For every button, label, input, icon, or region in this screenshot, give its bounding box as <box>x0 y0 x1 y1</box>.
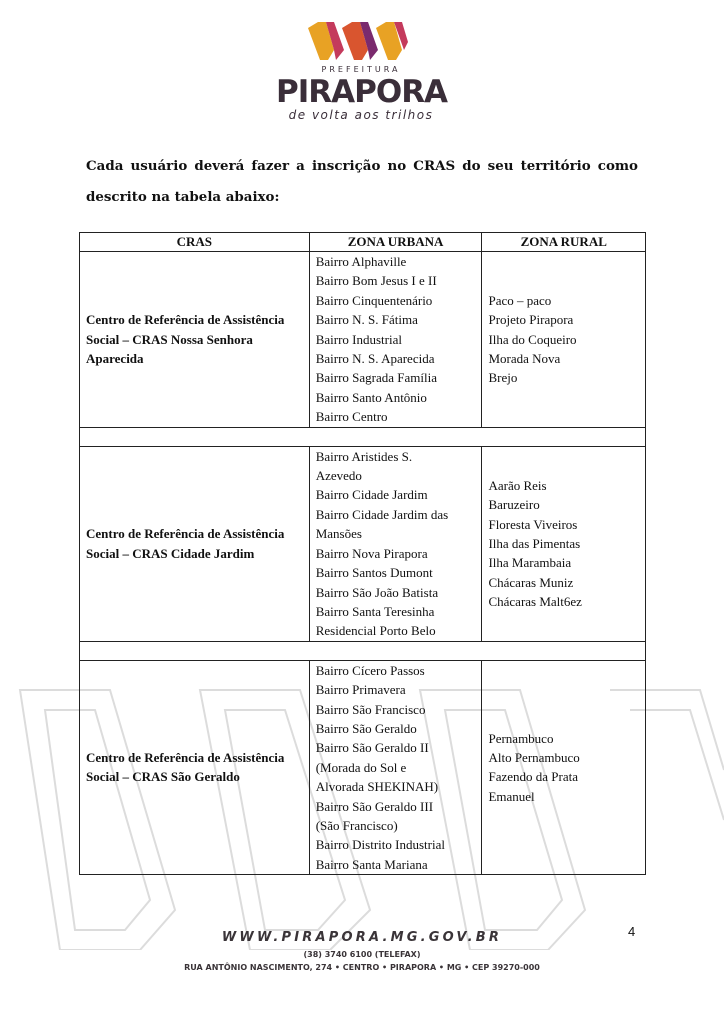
zona-urbana-item: Bairro Santa Mariana <box>315 856 428 872</box>
page-number: 4 <box>628 924 636 939</box>
zona-urbana-item: Residencial Porto Belo <box>315 623 436 639</box>
zona-urbana-item: Bairro Industrial <box>315 331 402 347</box>
zona-urbana-item: Bairro Santo Antônio <box>315 389 427 405</box>
zona-urbana-item: Bairro Centro <box>315 409 388 425</box>
table-body <box>80 252 646 875</box>
zona-rural-item: Emanuel <box>488 788 535 804</box>
zona-urbana-item: Bairro Distrito Industrial <box>315 837 445 853</box>
zona-rural-item: Projeto Pirapora <box>488 312 574 328</box>
logo-city-name: PIRAPORA <box>276 74 448 110</box>
cras-table <box>79 232 646 875</box>
table-spacer-row <box>80 427 646 446</box>
zona-urbana-item: Bairro São Geraldo III <box>315 798 434 814</box>
zona-rural-item: Alto Pernambuco <box>488 750 580 766</box>
zona-urbana-item: Bairro Aristides S. <box>315 448 413 464</box>
zona-rural-item: Chácaras Muniz <box>488 574 574 590</box>
zona-urbana-item: Bairro Cícero Passos <box>315 662 425 678</box>
zona-urbana-item: Bairro Cidade Jardim das <box>315 506 449 522</box>
table-row <box>80 660 646 874</box>
header-zona-rural: ZONA RURAL <box>482 233 646 252</box>
cras-name-cell: Centro de Referência de Assistência Social – CRAS Nossa Senhora Aparecida <box>80 252 310 428</box>
table-header-row <box>80 233 646 252</box>
prefeitura-logo <box>276 20 446 124</box>
footer-phone: (38) 3740 6100 (TELEFAX) <box>303 950 421 959</box>
zona-urbana-cell <box>309 660 482 874</box>
table-row <box>80 252 646 428</box>
zona-urbana-item: Bairro Alphaville <box>315 254 407 269</box>
zona-rural-cell <box>482 446 646 641</box>
zona-urbana-item: (São Francisco) <box>315 817 398 833</box>
logo-slogan: de volta aos trilhos <box>288 108 434 122</box>
header-cras: CRAS <box>80 233 310 252</box>
zona-urbana-item: Bairro Bom Jesus I e II <box>315 273 437 289</box>
zona-rural-item: Brejo <box>488 370 518 386</box>
zona-urbana-item: Bairro N. S. Aparecida <box>315 351 435 367</box>
zona-urbana-item: Bairro São João Batista <box>315 584 439 600</box>
zona-urbana-item: Alvorada SHEKINAH) <box>315 779 439 795</box>
zona-rural-item: Baruzeiro <box>488 497 540 513</box>
zona-urbana-item: Mansões <box>315 526 362 542</box>
intro-paragraph: Cada usuário deverá fazer a inscrição no CRAS do seu território como descrito na tabela abaixo: <box>86 158 638 205</box>
header-zona-urbana: ZONA URBANA <box>309 233 482 252</box>
zona-rural-cell <box>482 252 646 428</box>
zona-urbana-item: Bairro Sagrada Família <box>315 370 438 386</box>
zona-urbana-cell <box>309 252 482 428</box>
footer-website: WWW.PIRAPORA.MG.GOV.BR <box>221 930 503 945</box>
table-spacer-row <box>80 641 646 660</box>
spacer-cell <box>80 641 646 660</box>
zona-urbana-item: Bairro Santos Dumont <box>315 565 433 581</box>
footer-address: RUA ANTÔNIO NASCIMENTO, 274 • CENTRO • PIRAPORA • MG • CEP 39270-000 <box>184 963 540 972</box>
zona-rural-item: Chácaras Malt6ez <box>488 594 582 610</box>
zona-urbana-item: (Morada do Sol e <box>315 759 407 775</box>
zona-urbana-item: Bairro Nova Pirapora <box>315 545 428 561</box>
zona-rural-item: Ilha das Pimentas <box>488 535 581 551</box>
zona-urbana-item: Bairro São Geraldo <box>315 720 417 736</box>
zona-rural-item: Pernambuco <box>488 730 554 746</box>
spacer-cell <box>80 427 646 446</box>
zona-urbana-item: Bairro N. S. Fátima <box>315 312 418 328</box>
cras-name-cell: Centro de Referência de Assistência Social – CRAS São Geraldo <box>80 660 310 874</box>
zona-rural-item: Paco – paco <box>488 292 552 308</box>
zona-urbana-item: Bairro Cidade Jardim <box>315 487 428 503</box>
zona-urbana-cell <box>309 446 482 641</box>
zona-rural-item: Morada Nova <box>488 351 561 367</box>
zona-rural-item: Fazendo da Prata <box>488 769 578 785</box>
zona-urbana-item: Bairro Primavera <box>315 682 406 698</box>
zona-urbana-item: Bairro Cinquentenário <box>315 292 433 308</box>
logo-prefix: PREFEITURA <box>321 65 401 74</box>
zona-urbana-item: Azevedo <box>315 468 362 484</box>
cras-name-cell: Centro de Referência de Assistência Social – CRAS Cidade Jardim <box>80 446 310 641</box>
zona-rural-item: Ilha do Coqueiro <box>488 331 577 347</box>
zona-urbana-item: Bairro Santa Teresinha <box>315 603 435 619</box>
zona-rural-item: Floresta Viveiros <box>488 516 578 532</box>
zona-urbana-item: Bairro São Francisco <box>315 701 426 717</box>
pirapora-logo-icon <box>306 20 410 66</box>
table-row <box>80 446 646 641</box>
zona-rural-item: Aarão Reis <box>488 477 547 493</box>
zona-rural-item: Ilha Marambaia <box>488 555 572 571</box>
zona-urbana-item: Bairro São Geraldo II <box>315 740 429 756</box>
zona-rural-cell <box>482 660 646 874</box>
